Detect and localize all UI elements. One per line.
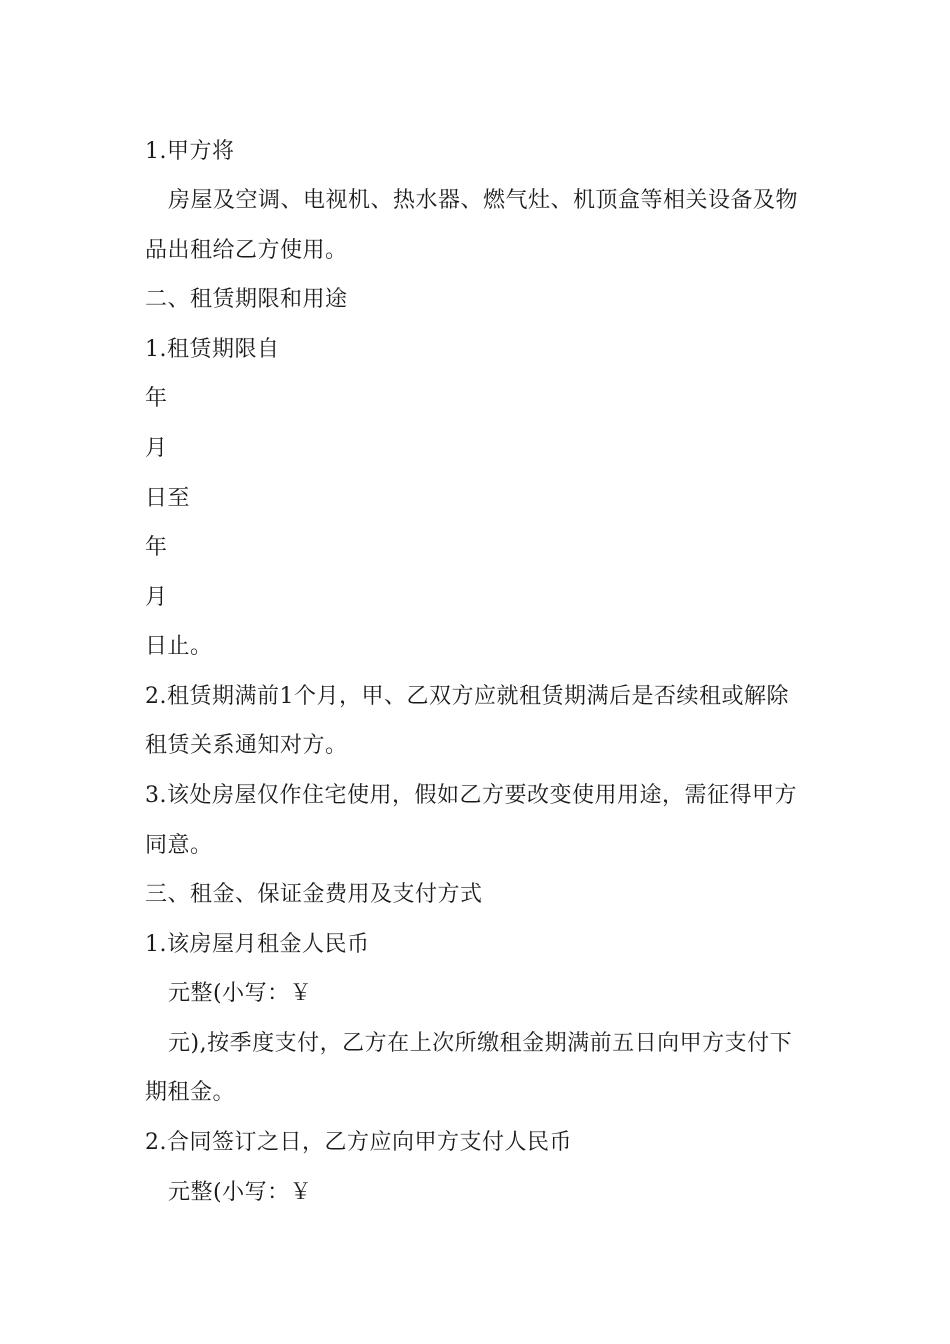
text-line: 日至 xyxy=(145,486,191,511)
text-line: 品出租给乙方使用。 xyxy=(145,238,348,263)
text-line: 1.租赁期限自 xyxy=(145,337,280,362)
section-heading: 二、租赁期限和用途 xyxy=(145,287,348,312)
text-line: 月 xyxy=(145,436,168,461)
text-line: 房屋及空调、电视机、热水器、燃气灶、机顶盒等相关设备及物 xyxy=(168,188,799,213)
text-line: 同意。 xyxy=(145,833,213,858)
text-line: 年 xyxy=(145,535,168,560)
text-line: 3.该处房屋仅作住宅使用，假如乙方要改变使用用途，需征得甲方 xyxy=(145,783,797,808)
text-line: 元整(小写：￥ xyxy=(168,981,313,1006)
text-line: 年 xyxy=(145,386,168,411)
text-line: 期租金。 xyxy=(145,1080,236,1105)
text-line: 元整(小写：￥ xyxy=(168,1180,313,1205)
text-line: 2.租赁期满前1个月，甲、乙双方应就租赁期满后是否续租或解除 xyxy=(145,684,789,709)
text-line: 月 xyxy=(145,585,168,610)
text-line: 2.合同签订之日，乙方应向甲方支付人民币 xyxy=(145,1130,572,1155)
text-line: 1.该房屋月租金人民币 xyxy=(145,932,370,957)
section-heading: 三、租金、保证金费用及支付方式 xyxy=(145,882,483,907)
text-line: 租赁关系通知对方。 xyxy=(145,733,348,758)
text-line: 1.甲方将 xyxy=(145,139,235,164)
text-line: 元),按季度支付，乙方在上次所缴租金期满前五日向甲方支付下 xyxy=(168,1031,793,1056)
text-line: 日止。 xyxy=(145,634,213,659)
